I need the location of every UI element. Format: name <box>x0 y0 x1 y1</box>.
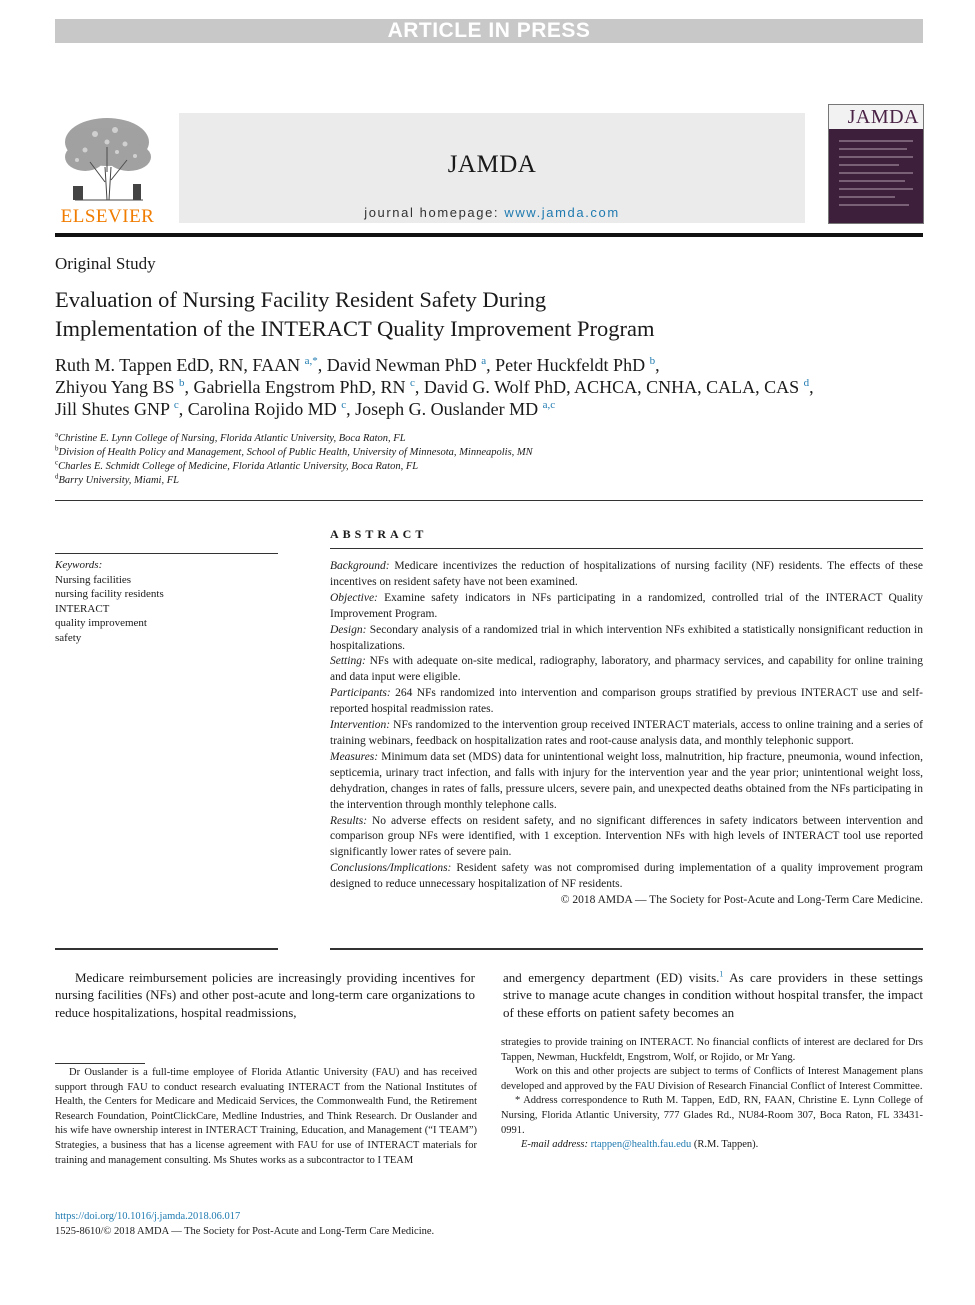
reference-link[interactable]: 1 <box>719 969 724 979</box>
author-name: Carolina Rojido MD <box>187 399 337 419</box>
affiliations <box>55 432 925 488</box>
body-paragraph: Medicare reimbursement policies are increasingly providing incentives for nursing facilities (NFs) and other post-acute and long-term care organizations to reduce hospitalizations, hospital readmissions, <box>55 970 475 1020</box>
keywords-box <box>55 558 278 645</box>
footnote-rule <box>55 1063 145 1064</box>
affiliation-item: $^c$Charles E. Schmidt College of Medicine, Florida Atlantic University, Boca Raton, FL <box>55 458 419 472</box>
disclosure-footnote: Dr Ouslander is a full-time employee of Florida Atlantic University (FAU) and has received support through FAU to conduct research evaluating INTERACT from the National Institutes of Health, the Centers for Medicare and Medicaid Services, the Commonwealth Fund, the Retirement Research Foundation, PointClickCare, Medline Industries, and Think Research. Dr Ouslander and his wife have ownership interest in INTERACT Training, Education, and Management (“I TEAM”) Strategies, a business that has a license agreement with FAU for use of INTERACT materials for training and management consulting. Ms Shutes works as a subcontractor to I TEAM <box>55 1067 477 1166</box>
author-name: Peter Huckfeldt PhD <box>495 355 646 375</box>
title-line-2: Implementation of the INTERACT Quality Improvement Program <box>55 316 655 341</box>
body-paragraph: and emergency department (ED) visits.$^1$ As care providers in these settings strive to manage acute changes in condition without hospital transfer, the impact of these efforts on patient safety becomes an <box>503 969 923 1020</box>
author-name: David G. Wolf PhD, ACHCA, CNHA, CALA, CAS <box>423 377 800 397</box>
author-line-1: Ruth M. Tappen EdD, RN, FAAN $^{a,*}$, David Newman PhD $^a$, Peter Huckfeldt PhD $^b$, <box>55 355 660 375</box>
cover-title: JAMDA <box>847 106 919 128</box>
divider <box>330 548 923 549</box>
article-type: Original Study <box>55 254 156 273</box>
keyword-item: quality improvement <box>55 617 147 629</box>
tree-icon <box>55 112 160 204</box>
abstract-body <box>330 559 923 909</box>
author-affil-marker[interactable]: c <box>173 399 179 411</box>
correspondence-footnote: * Address correspondence to Ruth M. Tappen, EdD, RN, FAAN, Christine E. Lynn College of Nursing, Florida Atlantic University, 777 Glades Rd., NU84-Room 307, Boca Raton, FL 33431-0991. <box>501 1095 923 1136</box>
doi-link[interactable]: https://doi.org/10.1016/j.jamda.2018.06.017 <box>55 1211 241 1222</box>
header-rule <box>55 233 923 237</box>
author-line-2: Zhiyou Yang BS $^b$, Gabriella Engstrom PhD, RN $^c$, David G. Wolf PhD, ACHCA, CNHA, CALA, CAS $^d$, <box>55 377 814 397</box>
article-in-press-banner: ARTICLE IN PRESS <box>55 19 923 43</box>
author-affil-marker[interactable]: a,* <box>304 355 318 367</box>
title-line-1: Evaluation of Nursing Facility Resident Safety During <box>55 287 547 312</box>
publisher-name: ELSEVIER <box>60 206 155 227</box>
author-affil-marker[interactable]: b <box>649 355 656 367</box>
abstract-section: Intervention: NFs randomized to the intervention group received INTERACT materials, access to online training and a series of training webinars, feedback on hospitalization rates and root-cause analysis data, and monthly telephonic support. <box>330 719 923 747</box>
footnote-left <box>55 1066 477 1168</box>
affiliation-item: $^a$Christine E. Lynn College of Nursing, Florida Atlantic University, Boca Raton, FL <box>55 430 406 444</box>
keyword-item: Nursing facilities <box>55 573 132 586</box>
keywords-heading: Keywords: <box>55 559 103 571</box>
abstract-section: Measures: Minimum data set (MDS) data for unintentional weight loss, malnutrition, hip fracture, pneumonia, wound infection, septicemia, urinary tract infection, and falls with injury for the intervention year and the year prior; unintentional weight loss, dehydration, changes in rates of falls, pressure ulcers, severe pain, and unexpected deaths obtained from the NFs participating in the intervention through monthly telephone calls. <box>330 750 923 811</box>
cover-lines-icon <box>829 105 923 223</box>
email-link[interactable]: rtappen@health.fau.edu <box>590 1139 692 1151</box>
divider <box>55 500 923 501</box>
abstract-section: Conclusions/Implications: Resident safety was not compromised during implementation of a quality improvement program designed to reduce unnecessary hospitalization of NF residents. <box>330 862 923 891</box>
homepage-label: journal homepage: <box>364 205 505 220</box>
journal-homepage <box>179 205 805 220</box>
abstract-section: Setting: NFs with adequate on-site medical, radiography, laboratory, and pharmacy services, and capability for online training and data input were eligible. <box>330 655 923 684</box>
divider <box>55 553 278 554</box>
issn-line: 1525-8610/© 2018 AMDA — The Society for Post-Acute and Long-Term Care Medicine. <box>55 1226 435 1237</box>
abstract-section: Results: No adverse effects on resident safety, and no significant differences in safety indicators between intervention and comparison group NFs were identified, with 1 exception. Intervention NFs with high levels of INTERACT tool use reported significantly lower rates of severe pain. <box>330 814 923 859</box>
keyword-item: safety <box>55 631 82 644</box>
keyword-item: INTERACT <box>55 602 110 615</box>
author-affil-marker[interactable]: c <box>410 377 415 389</box>
coi-footnote: Work on this and other projects are subject to terms of Conflicts of Interest Management plans developed and approved by the FAU Division of Research Financial Conflict of Interest Committee. <box>501 1066 923 1092</box>
author-list <box>55 354 925 420</box>
email-line: E-mail address: rtappen@health.fau.edu (R.M. Tappen). <box>521 1139 759 1151</box>
abstract-section: Objective: Examine safety indicators in NFs participating in a randomized, controlled trial of the INTERACT Quality Improvement Program. <box>330 591 923 620</box>
affiliation-item: $^d$Barry University, Miami, FL <box>55 472 179 486</box>
abstract-section: Design: Secondary analysis of a randomized trial in which intervention NFs exhibited a statistically nonsignificant reduction in hospitalizations. <box>330 623 923 652</box>
body-column-left <box>55 969 475 1021</box>
abstract-heading: ABSTRACT <box>330 527 428 541</box>
abstract-section: Background: Medicare incentivizes the reduction of hospitalizations of nursing facility (NF) residents. The effects of these incentives on resident safety have not been examined. <box>330 560 923 588</box>
author-name: Joseph G. Ouslander MD <box>355 399 539 419</box>
author-affil-marker[interactable]: b <box>179 377 185 389</box>
divider <box>330 948 923 950</box>
email-label: E-mail address: <box>521 1139 588 1151</box>
elsevier-logo[interactable] <box>55 112 160 227</box>
divider <box>55 948 278 950</box>
author-affil-marker[interactable]: c <box>341 399 347 411</box>
author-name: Jill Shutes GNP <box>55 399 170 419</box>
author-affil-marker[interactable]: a,c <box>542 399 556 411</box>
footnote-right <box>501 1036 923 1153</box>
disclosure-continued: strategies to provide training on INTERACT. No financial conflicts of interest are declared for Drs Tappen, Newman, Huckfeldt, Engstrom, Wolf, or Rojido, or Mr Yang. <box>501 1037 923 1063</box>
author-affil-marker[interactable]: a <box>481 355 487 367</box>
affiliation-item: $^b$Division of Health Policy and Management, School of Public Health, University of Minnesota, Minneapolis, MN <box>55 444 533 458</box>
author-name: Zhiyou Yang BS <box>55 377 175 397</box>
journal-header <box>179 113 805 223</box>
author-affil-marker[interactable]: d <box>803 377 810 389</box>
author-name: Ruth M. Tappen EdD, RN, FAAN <box>55 355 301 375</box>
copyright-line: © 2018 AMDA — The Society for Post-Acute and Long-Term Care Medicine. <box>560 894 923 907</box>
author-line-3: Jill Shutes GNP $^c$, Carolina Rojido MD $^c$, Joseph G. Ouslander MD $^{a,c}$ <box>55 399 556 419</box>
keyword-item: nursing facility residents <box>55 588 164 600</box>
body-column-right <box>503 969 923 1021</box>
abstract-section: Participants: 264 NFs randomized into intervention and comparison groups stratified by previous INTERACT use and self-reported hospital readmission rates. <box>330 687 923 716</box>
author-name: Gabriella Engstrom PhD, RN <box>193 377 406 397</box>
author-name: David Newman PhD <box>326 355 477 375</box>
homepage-link[interactable]: www.jamda.com <box>504 205 620 220</box>
journal-cover-thumbnail[interactable] <box>828 104 924 224</box>
article-title <box>55 285 915 343</box>
journal-title: JAMDA <box>447 151 537 178</box>
